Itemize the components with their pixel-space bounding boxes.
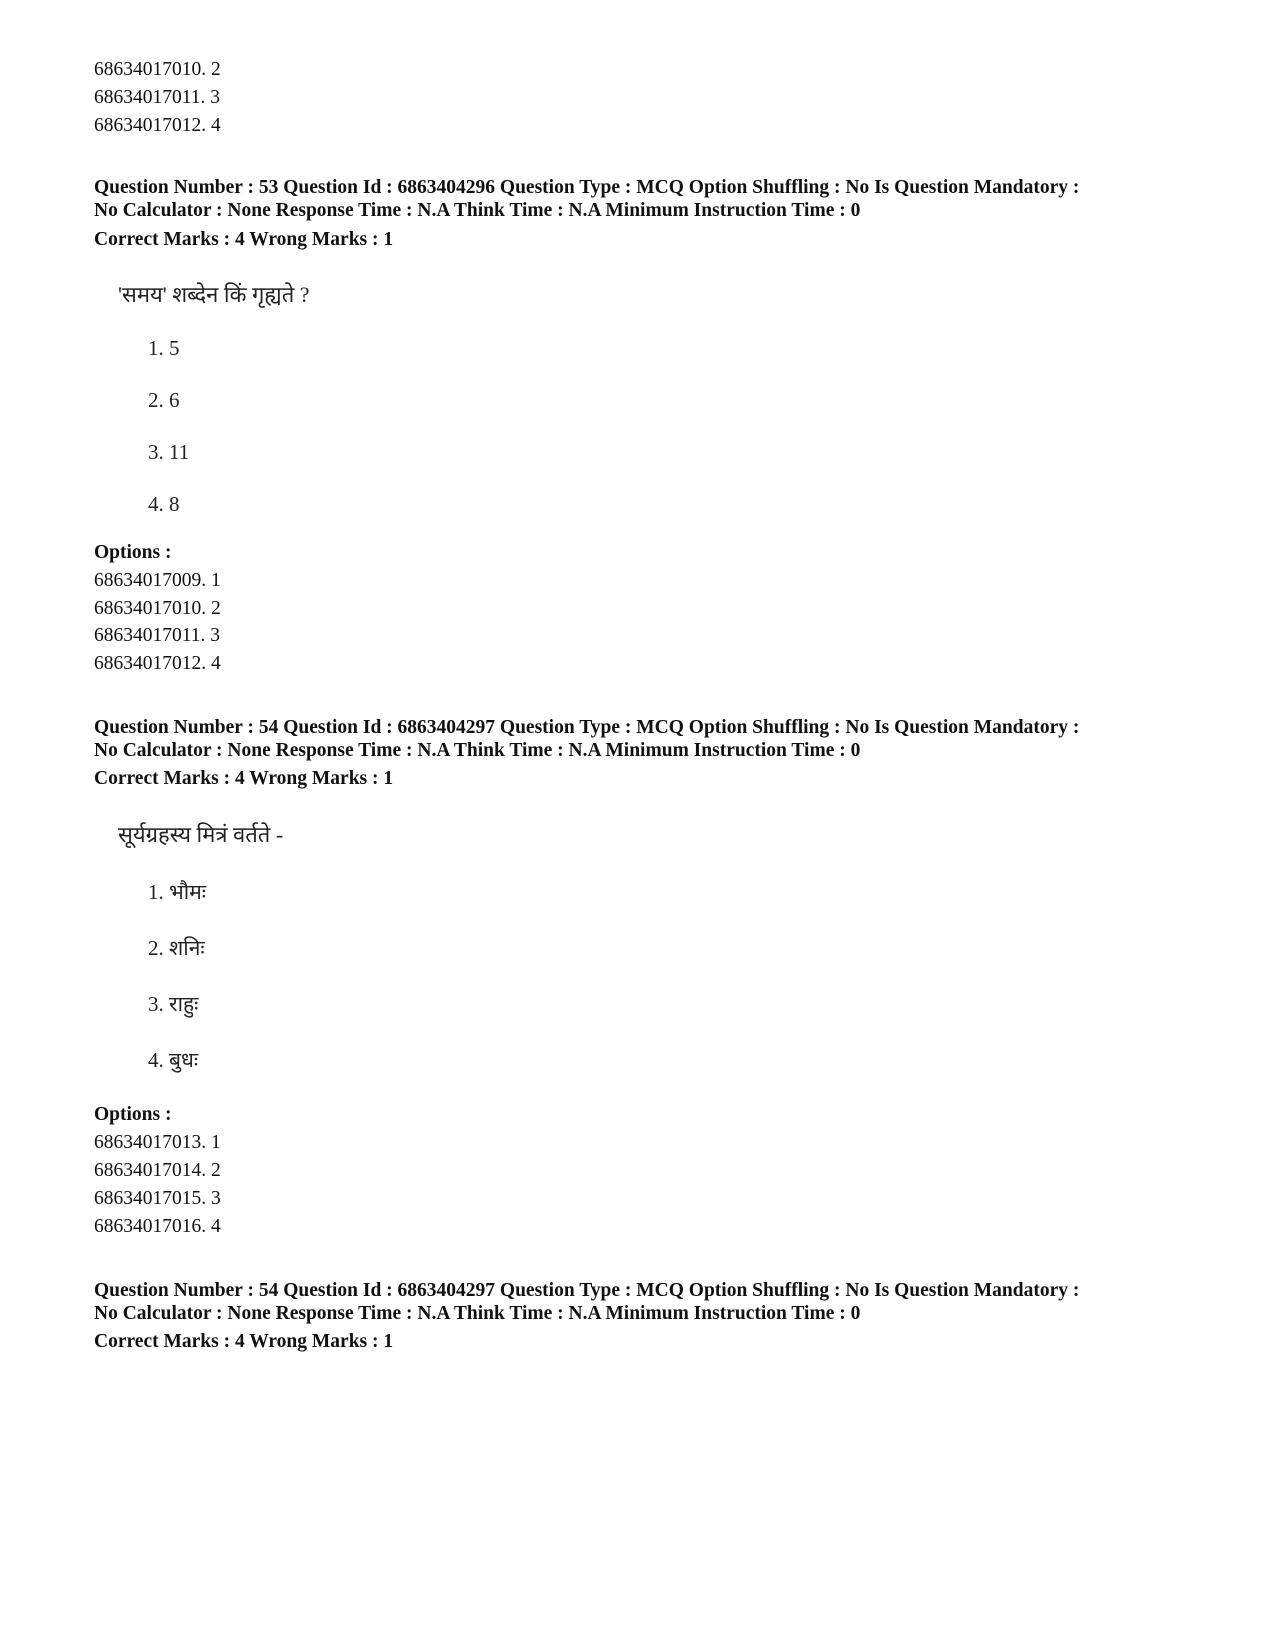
choice-item: 2. 6: [148, 388, 180, 412]
option-line: 68634017009. 1: [94, 570, 221, 591]
option-line: 68634017016. 4: [94, 1216, 221, 1237]
question-text: सूर्यग्रहस्य मित्रं वर्तते -: [118, 822, 284, 847]
choice-item: 4. 8: [148, 492, 180, 516]
option-line: 68634017011. 3: [94, 625, 221, 646]
options-label: Options :: [94, 1104, 172, 1125]
question-header: Question Number : 54 Question Id : 6863404297 Question Type : MCQ Option Shuffling : No Is Question Mandatory :: [94, 717, 1080, 738]
option-line: 68634017012. 4: [94, 653, 221, 674]
choice-item: 1. भौमः: [148, 880, 207, 904]
question-header: No Calculator : None Response Time : N.A Think Time : N.A Minimum Instruction Time : 0: [94, 1303, 861, 1324]
question-header: Question Number : 54 Question Id : 6863404297 Question Type : MCQ Option Shuffling : No Is Question Mandatory :: [94, 1280, 1080, 1301]
options-label: Options :: [94, 542, 172, 563]
option-line: 68634017014. 2: [94, 1160, 221, 1181]
option-line: 68634017015. 3: [94, 1188, 221, 1209]
marks-line: Correct Marks : 4 Wrong Marks : 1: [94, 1331, 394, 1352]
question-text: 'समय' शब्देन किं गृह्यते ?: [118, 282, 310, 307]
question-header: No Calculator : None Response Time : N.A Think Time : N.A Minimum Instruction Time : 0: [94, 740, 861, 761]
marks-line: Correct Marks : 4 Wrong Marks : 1: [94, 768, 394, 789]
option-line: 68634017010. 2: [94, 59, 221, 80]
option-line: 68634017012. 4: [94, 115, 221, 136]
option-line: 68634017011. 3: [94, 87, 221, 108]
option-line: 68634017013. 1: [94, 1132, 221, 1153]
choice-item: 3. 11: [148, 440, 190, 464]
choice-item: 2. शनिः: [148, 936, 205, 960]
choice-item: 3. राहुः: [148, 992, 199, 1016]
choice-item: 4. बुधः: [148, 1048, 199, 1072]
question-header: No Calculator : None Response Time : N.A Think Time : N.A Minimum Instruction Time : 0: [94, 200, 861, 221]
question-header: Question Number : 53 Question Id : 6863404296 Question Type : MCQ Option Shuffling : No Is Question Mandatory :: [94, 177, 1080, 198]
marks-line: Correct Marks : 4 Wrong Marks : 1: [94, 229, 394, 250]
choice-item: 1. 5: [148, 336, 180, 360]
option-line: 68634017010. 2: [94, 598, 221, 619]
